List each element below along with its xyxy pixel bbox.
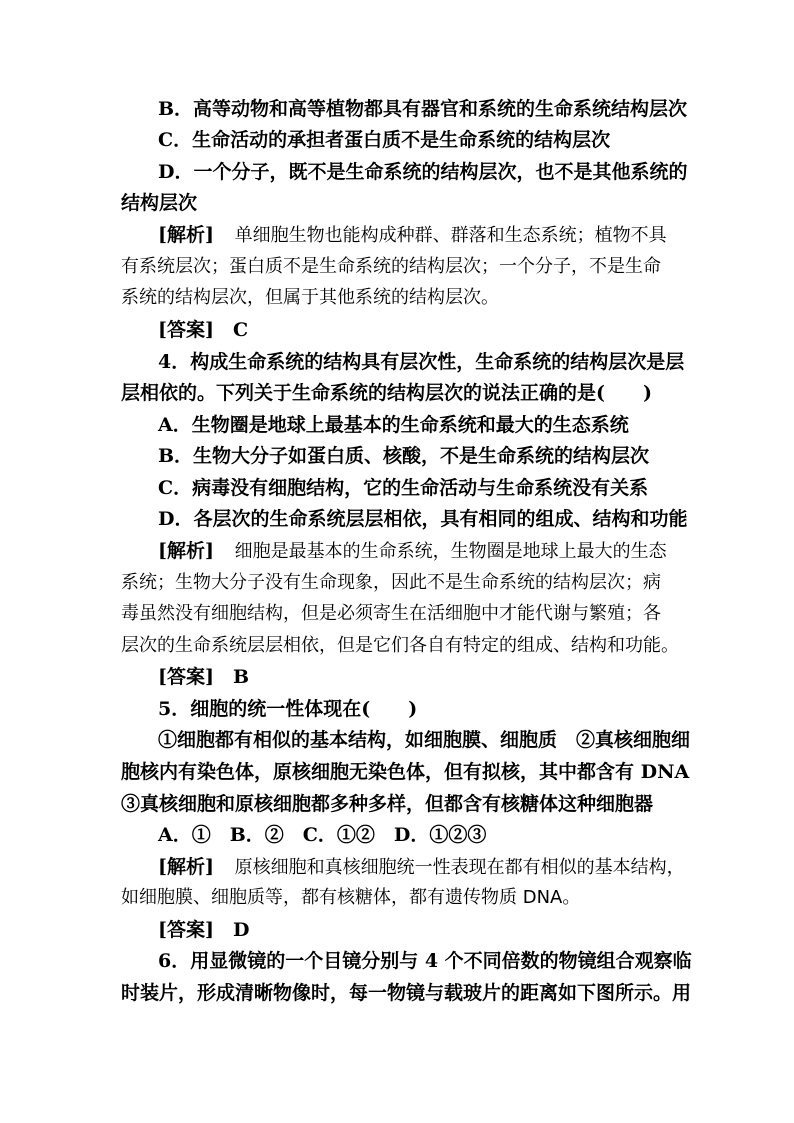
explanation-line: 毒虽然没有细胞结构，但是必须寄生在活细胞中才能代谢与繁殖；各 xyxy=(121,603,661,624)
answer-q4: [答案] B xyxy=(158,666,250,688)
options-q5: A．① B．② C．①② D．①②③ xyxy=(158,824,487,846)
explanation-label: [解析] xyxy=(158,224,214,246)
statement-1: ①细胞都有相似的基本结构，如细胞膜、细胞质 ②真核细胞细 xyxy=(158,729,691,751)
explanation-line: 系统的结构层次，但属于其他系统的结构层次。 xyxy=(121,287,499,308)
option-c-q3: C．生命活动的承担者蛋白质不是生命系统的结构层次 xyxy=(158,129,611,151)
question-5: 5．细胞的统一性体现在( ) xyxy=(158,698,418,720)
explanation-q4 xyxy=(158,539,667,564)
option-d-q4: D．各层次的生命系统层层相依，具有相同的组成、结构和功能 xyxy=(158,508,688,530)
option-d-q3: D．一个分子，既不是生命系统的结构层次，也不是其他系统的 xyxy=(158,161,688,183)
explanation-q5 xyxy=(158,855,685,880)
option-d-q3-cont: 结构层次 xyxy=(121,192,198,214)
explanation-line: 系统；生物大分子没有生命现象，因此不是生命系统的结构层次；病 xyxy=(121,572,661,593)
explanation-line: 如细胞膜、细胞质等，都有核糖体，都有遗传物质 DNA。 xyxy=(121,887,581,908)
option-a-q4: A．生物圈是地球上最基本的生命系统和最大的生态系统 xyxy=(158,414,629,436)
explanation-line: 有系统层次；蛋白质不是生命系统的结构层次；一个分子，不是生命 xyxy=(121,256,661,277)
explanation-text: 单细胞生物也能构成种群、群落和生态系统；植物不具 xyxy=(234,225,667,246)
option-b-q3: B．高等动物和高等植物都具有器官和系统的生命系统结构层次 xyxy=(158,98,688,120)
question-4-cont: 层相依的。下列关于生命系统的结构层次的说法正确的是( ) xyxy=(121,382,652,404)
question-6-cont: 时装片，形成清晰物像时，每一物镜与载玻片的距离如下图所示。用 xyxy=(121,982,692,1004)
option-c-q4: C．病毒没有细胞结构，它的生命活动与生命系统没有关系 xyxy=(158,477,649,499)
question-4: 4．构成生命系统的结构具有层次性，生命系统的结构层次是层 xyxy=(158,351,685,373)
explanation-label: [解析] xyxy=(158,856,214,878)
statement-3: ③真核细胞和原核细胞都多种多样，但都含有核糖体这种细胞器 xyxy=(121,793,654,815)
explanation-line: 层次的生命系统层层相依，但是它们各自有特定的组成、结构和功能。 xyxy=(121,635,679,656)
question-6: 6．用显微镜的一个目镜分别与 4 个不同倍数的物镜组合观察临 xyxy=(158,950,692,972)
explanation-text: 细胞是最基本的生命系统，生物圈是地球上最大的生态 xyxy=(234,541,667,562)
explanation-label: [解析] xyxy=(158,540,214,562)
explanation-text: 原核细胞和真核细胞统一性表现在都有相似的基本结构， xyxy=(234,857,685,878)
option-b-q4: B．生物大分子如蛋白质、核酸，不是生命系统的结构层次 xyxy=(158,445,650,467)
explanation-q3 xyxy=(158,223,667,248)
statement-2-cont: 胞核内有染色体，原核细胞无染色体，但有拟核，其中都含有 DNA xyxy=(121,761,690,783)
answer-q5: [答案] D xyxy=(158,919,250,941)
answer-q3: [答案] C xyxy=(158,319,249,341)
